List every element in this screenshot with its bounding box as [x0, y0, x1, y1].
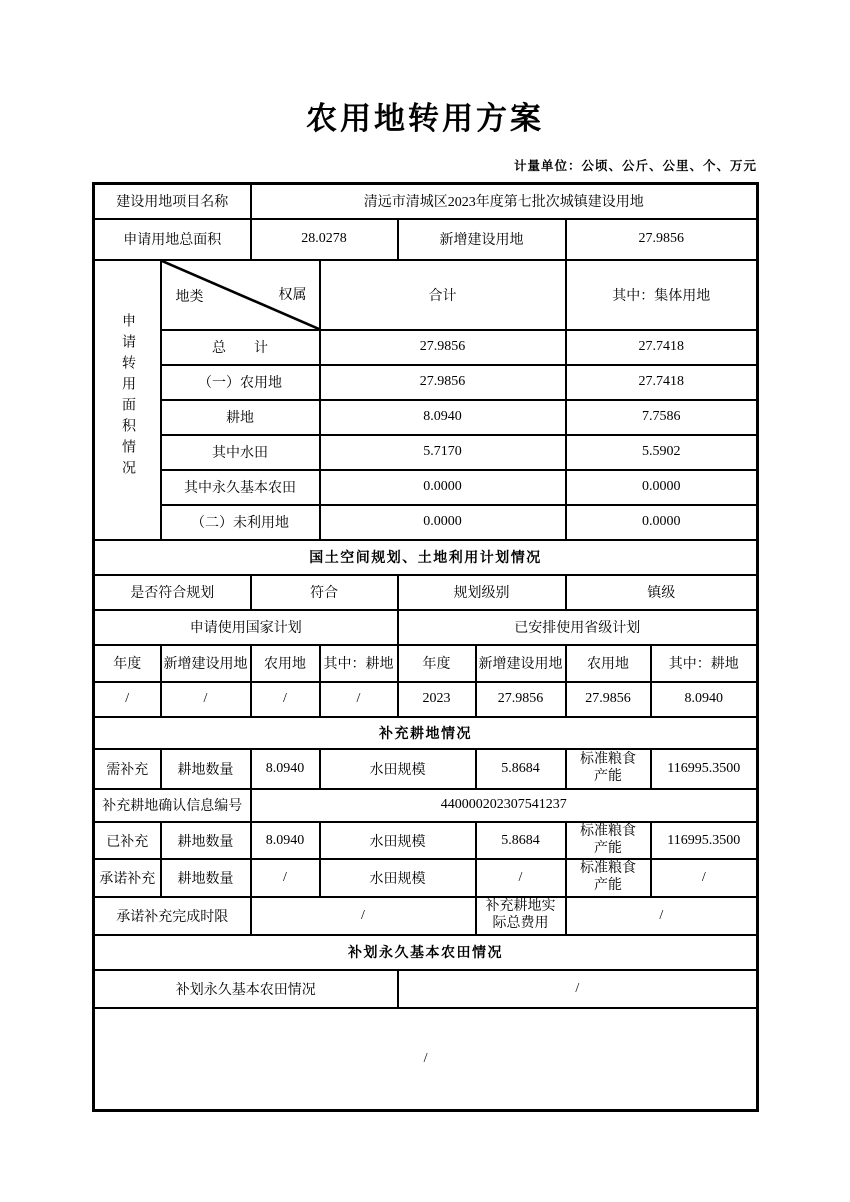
supplement-row-label: 已补充	[94, 822, 161, 860]
paddy-value: /	[476, 859, 566, 897]
paddy-label: 水田规模	[320, 822, 476, 860]
plan-level-value: 镇级	[566, 575, 758, 610]
confirm-number-label: 补充耕地确认信息编号	[94, 789, 251, 822]
farmland-section-header: 补划永久基本农田情况	[94, 935, 758, 970]
column-header-collective: 其中：集体用地	[566, 260, 758, 330]
paddy-label: 水田规模	[320, 749, 476, 789]
qty-label: 耕地数量	[161, 749, 251, 789]
table-row	[94, 575, 758, 610]
paddy-value: 5.8684	[476, 822, 566, 860]
supplement-row-label: 承诺补充	[94, 859, 161, 897]
table-row	[94, 365, 758, 400]
column-header-total: 合计	[320, 260, 566, 330]
new-construction-value: 27.9856	[566, 219, 758, 260]
table-row	[94, 645, 758, 682]
supplement-row-label: 需补充	[94, 749, 161, 789]
provincial-year-value: 2023	[398, 682, 476, 717]
collective-value: 0.0000	[566, 505, 758, 540]
conform-value: 符合	[251, 575, 398, 610]
total-value: 27.9856	[320, 365, 566, 400]
supplement-section-header: 补充耕地情况	[94, 717, 758, 749]
grain-capacity-label-text: 标准粮食产能	[580, 823, 636, 856]
deadline-value: /	[251, 897, 476, 935]
qty-value: 8.0940	[251, 822, 320, 860]
collective-value: 27.7418	[566, 365, 758, 400]
provincial-plan-label: 已安排使用省级计划	[398, 610, 758, 645]
paddy-value: 5.8684	[476, 749, 566, 789]
provincial-new-value: 27.9856	[476, 682, 566, 717]
national-arable-value: /	[320, 682, 398, 717]
grain-capacity-label	[566, 859, 651, 897]
grain-capacity-value: 116995.3500	[651, 749, 758, 789]
table-row	[94, 822, 758, 860]
table-row	[94, 260, 758, 330]
table-row	[94, 970, 758, 1008]
deadline-label: 承诺补充完成时限	[94, 897, 251, 935]
planning-section-header: 国土空间规划、土地利用计划情况	[94, 540, 758, 575]
qty-label: 耕地数量	[161, 822, 251, 860]
total-value: 0.0000	[320, 505, 566, 540]
total-value: 27.9856	[320, 330, 566, 365]
paddy-label: 水田规模	[320, 859, 476, 897]
diagonal-label-ownership: 权属	[278, 288, 307, 304]
row-label-paddy-field: 其中水田	[161, 435, 320, 470]
grain-capacity-value: /	[651, 859, 758, 897]
farmland-row-label: 补划永久基本农田情况	[94, 970, 398, 1008]
table-row	[94, 859, 758, 897]
actual-cost-label: 补充耕地实际总费用	[476, 897, 566, 935]
actual-cost-value: /	[566, 897, 758, 935]
project-name-label: 建设用地项目名称	[94, 183, 251, 219]
project-name-value: 清远市清城区2023年度第七批次城镇建设用地	[251, 183, 758, 219]
row-label-permanent-farmland: 其中永久基本农田	[161, 470, 320, 505]
collective-value: 5.5902	[566, 435, 758, 470]
table-row	[94, 400, 758, 435]
table-row	[94, 435, 758, 470]
conform-label: 是否符合规划	[94, 575, 251, 610]
new-construction-label: 新增建设用地	[398, 219, 566, 260]
table-row	[94, 682, 758, 717]
qty-value: 8.0940	[251, 749, 320, 789]
section-header-row	[94, 540, 758, 575]
provincial-agri-value: 27.9856	[566, 682, 651, 717]
diagonal-label-landtype: 地类	[175, 289, 204, 305]
col-header-arable: 其中：耕地	[320, 645, 398, 682]
table-row	[94, 897, 758, 935]
row-label-cultivated-land: 耕地	[161, 400, 320, 435]
table-row	[94, 470, 758, 505]
collective-value: 27.7418	[566, 330, 758, 365]
grain-capacity-label	[566, 749, 651, 789]
col-header-new-construction: 新增建设用地	[476, 645, 566, 682]
table-row	[94, 789, 758, 822]
row-label-grand-total: 总 计	[161, 330, 320, 365]
grain-capacity-label-text: 标准粮食产能	[580, 861, 636, 894]
table-row	[94, 219, 758, 260]
qty-label: 耕地数量	[161, 859, 251, 897]
col-header-year: 年度	[398, 645, 476, 682]
table-row	[94, 505, 758, 540]
col-header-agri-land: 农用地	[251, 645, 320, 682]
grain-capacity-value: 116995.3500	[651, 822, 758, 860]
table-row	[94, 1008, 758, 1111]
farmland-row-value: /	[398, 970, 758, 1008]
national-agri-value: /	[251, 682, 320, 717]
col-header-agri-land: 农用地	[566, 645, 651, 682]
qty-value: /	[251, 859, 320, 897]
national-year-value: /	[94, 682, 161, 717]
total-value: 8.0940	[320, 400, 566, 435]
collective-value: 0.0000	[566, 470, 758, 505]
remark-cell: /	[94, 1008, 758, 1111]
grain-capacity-label-text: 标准粮食产能	[580, 752, 636, 784]
table-row	[94, 749, 758, 789]
table-row	[94, 183, 758, 219]
applied-area-label: 申请用地总面积	[94, 219, 251, 260]
page-title: 农用地转用方案	[306, 101, 544, 136]
section-header-row	[94, 717, 758, 749]
grain-capacity-label	[566, 822, 651, 860]
table-row	[94, 330, 758, 365]
row-label-unused-land: （二）未利用地	[161, 505, 320, 540]
collective-value: 7.7586	[566, 400, 758, 435]
row-label-agricultural-land: （一）农用地	[161, 365, 320, 400]
plan-level-label: 规划级别	[398, 575, 566, 610]
applied-area-value: 28.0278	[251, 219, 398, 260]
total-value: 0.0000	[320, 470, 566, 505]
national-new-value: /	[161, 682, 251, 717]
vertical-label-text: 申请转用面积情况	[119, 313, 135, 482]
conversion-side-label	[94, 260, 161, 540]
provincial-arable-value: 8.0940	[651, 682, 758, 717]
col-header-year: 年度	[94, 645, 161, 682]
col-header-new-construction: 新增建设用地	[161, 645, 251, 682]
national-plan-label: 申请使用国家计划	[94, 610, 398, 645]
land-conversion-form-table	[92, 182, 759, 1112]
total-value: 5.7170	[320, 435, 566, 470]
section-header-row	[94, 935, 758, 970]
col-header-arable: 其中：耕地	[651, 645, 758, 682]
table-row	[94, 610, 758, 645]
confirm-number-value: 440000202307541237	[251, 789, 758, 822]
measurement-unit-note: 计量单位：公顷、公斤、公里、个、万元	[513, 158, 757, 173]
diagonal-header-cell	[161, 260, 320, 330]
